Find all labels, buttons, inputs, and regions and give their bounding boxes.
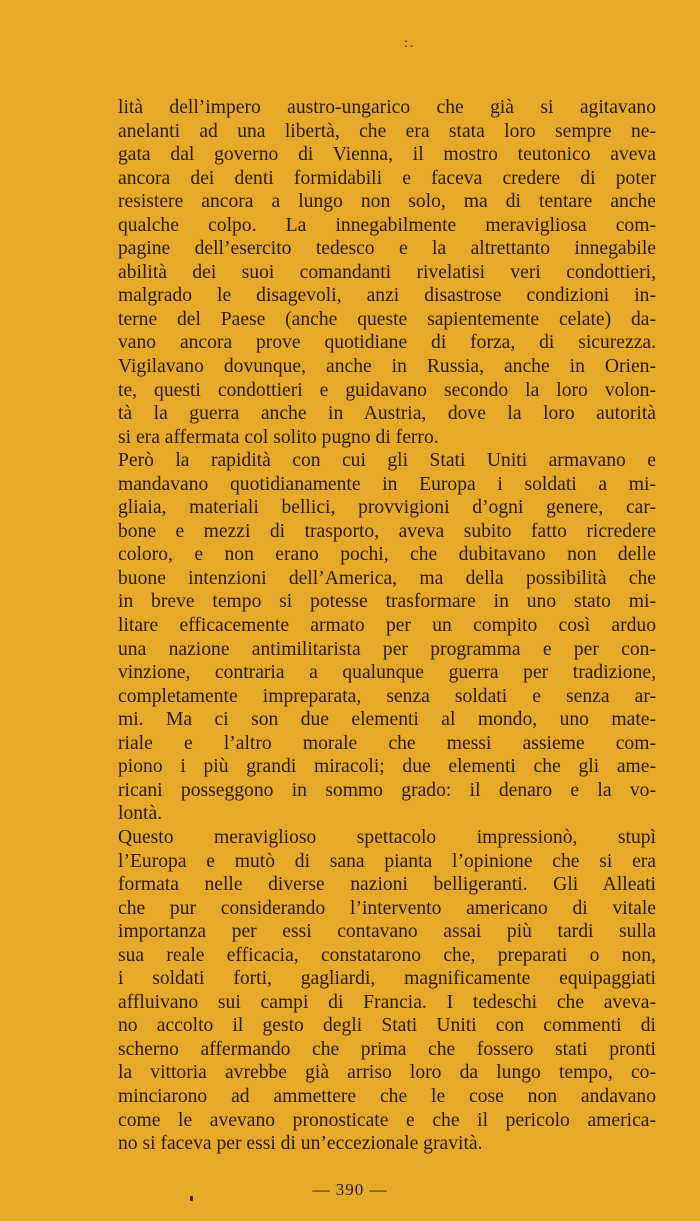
text-line: malgrado le disagevoli, anzi disastrose condizioni in- — [118, 285, 656, 307]
text-line: affluivano sui campi di Francia. I tedeschi che aveva- — [118, 991, 656, 1013]
text-line: qualche colpo. La innegabilmente meravigliosa com- — [118, 214, 656, 236]
text-line: vano ancora prove quotidiane di forza, di sicurezza. — [118, 332, 656, 354]
text-line: mi. Ma ci son due elementi al mondo, uno mate- — [118, 709, 656, 731]
text-line: lontà. — [118, 803, 163, 825]
text-line: si era affermata col solito pugno di ferro. — [118, 426, 439, 448]
text-line: in breve tempo si potesse trasformare in uno stato mi- — [118, 591, 656, 613]
text-line: tà la guerra anche in Austria, dove la loro autorità — [118, 403, 656, 425]
text-line: ricani posseggono in sommo grado: il denaro e la vo- — [118, 779, 656, 801]
text-line: completamente impreparata, senza soldati e senza ar- — [118, 685, 656, 707]
body-text — [118, 96, 656, 1156]
page-number: — 390 — — [312, 1180, 388, 1199]
text-line: ancora dei denti formidabili e faceva credere di poter — [118, 167, 656, 189]
text-line: terne del Paese (anche queste sapientemente celate) da- — [118, 308, 656, 330]
text-line: i soldati forti, gagliardi, magnificamente equipaggiati — [118, 968, 656, 990]
text-line: gata dal governo di Vienna, il mostro teutonico aveva — [118, 144, 656, 166]
text-line: vinzione, contraria a qualunque guerra per tradizione, — [118, 662, 656, 684]
text-line: abilità dei suoi comandanti rivelatisi veri condottieri, — [118, 261, 656, 283]
text-line: la vittoria avrebbe già arriso loro da lungo tempo, co- — [118, 1062, 656, 1084]
text-line: una nazione antimilitarista per programma e per con- — [118, 638, 656, 660]
text-line: Vigilavano dovunque, anche in Russia, anche in Orien- — [118, 356, 656, 378]
text-line: pagine dell’esercito tedesco e la altrettanto innegabile — [118, 238, 656, 260]
text-line: anelanti ad una libertà, che era stata loro sempre ne- — [118, 120, 656, 142]
text-line: minciarono ad ammettere che le cose non andavano — [118, 1085, 656, 1107]
text-line: no si faceva per essi di un’eccezionale gravità. — [118, 1133, 483, 1155]
text-line: riale e l’altro morale che messi assieme com- — [118, 732, 656, 754]
text-line: sua reale efficacia, constatarono che, preparati o non, — [118, 944, 656, 966]
text-line: che pur considerando l’intervento americano di vitale — [118, 897, 656, 919]
text-line: lità dell’impero austro-ungarico che già si agitavano — [118, 97, 656, 118]
text-line: l’Europa e mutò di sana pianta l’opinione che si era — [118, 850, 656, 872]
text-line: come le avevano pronosticate e che il pericolo america- — [118, 1109, 656, 1131]
top-mark: :. — [404, 36, 416, 51]
text-line: resistere ancora a lungo non solo, ma di tentare anche — [118, 191, 656, 213]
ink-speck — [190, 1196, 193, 1201]
text-line: mandavano quotidianamente in Europa i soldati a mi- — [118, 473, 656, 495]
text-line: piono i più grandi miracoli; due elementi che gli ame- — [118, 756, 656, 778]
text-line: bone e mezzi di trasporto, aveva subito fatto ricredere — [118, 520, 656, 542]
text-line: te, questi condottieri e guidavano secondo la loro volon- — [118, 379, 656, 401]
text-line: scherno affermando che prima che fossero stati pronti — [118, 1038, 656, 1060]
text-line: buone intenzioni dell’America, ma della possibilità che — [118, 567, 656, 589]
text-line: gliaia, materiali bellici, provvigioni d’ogni genere, car- — [118, 497, 656, 519]
text-line: formata nelle diverse nazioni belligeranti. Gli Alleati — [118, 874, 656, 896]
text-line: litare efficacemente armato per un compito così arduo — [118, 615, 656, 637]
text-line: Però la rapidità con cui gli Stati Uniti armavano e — [118, 450, 656, 472]
text-line: coloro, e non erano pochi, che dubitavano non delle — [118, 544, 656, 566]
text-line: no accolto il gesto degli Stati Uniti con commenti di — [118, 1015, 656, 1037]
text-line: importanza per essi contavano assai più tardi sulla — [118, 921, 656, 943]
text-line: Questo meraviglioso spettacolo impressionò, stupì — [118, 826, 656, 848]
